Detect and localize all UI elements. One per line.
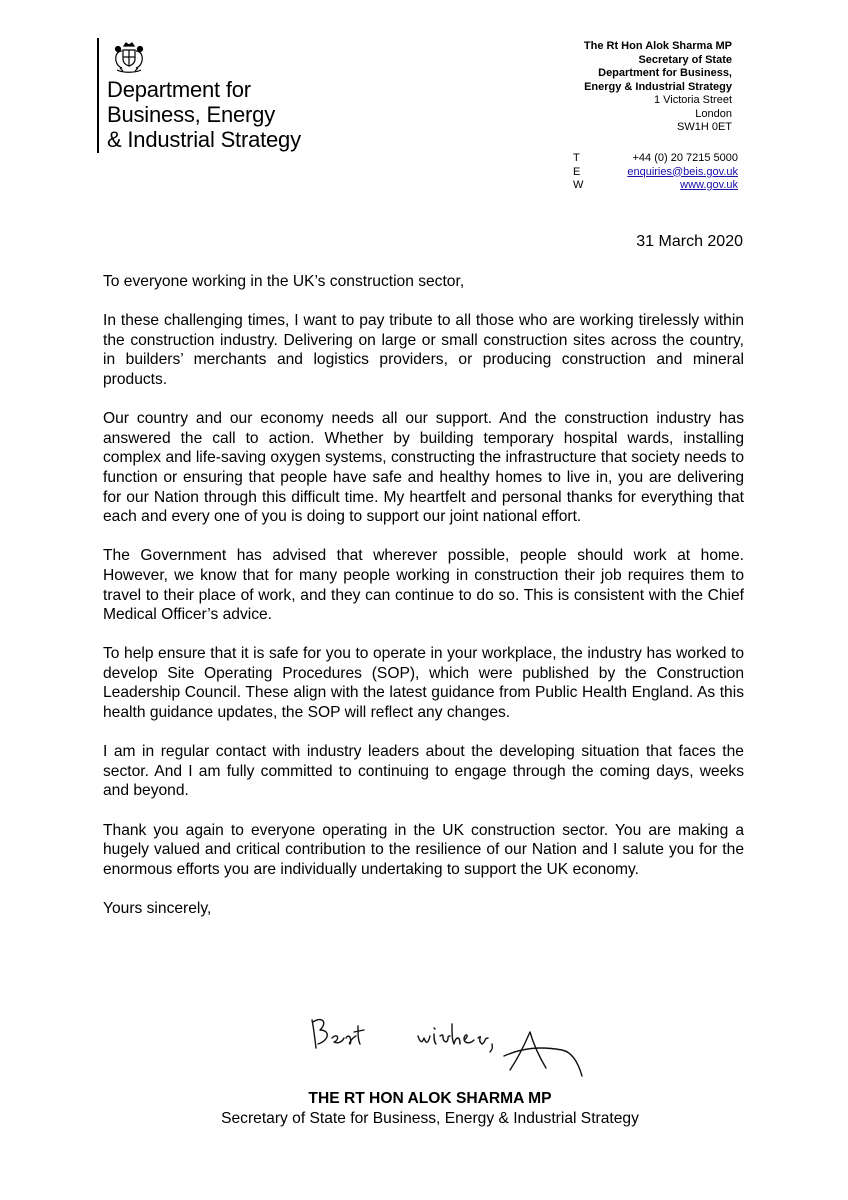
contact-row-web <box>573 179 738 193</box>
sender-street: 1 Victoria Street <box>653 94 732 106</box>
paragraph: The Government has advised that wherever possible, people should work at home. However, we know that for many people working in construction their job requires them to travel to their place of work, and they can continue to do so. This is consistent with the Chief Medical Officer’s advice. <box>103 547 744 624</box>
letter-date: 31 March 2020 <box>636 233 743 250</box>
contact-row-email <box>573 166 738 180</box>
signatory-name: THE RT HON ALOK SHARMA MP <box>308 1090 552 1107</box>
sender-postcode: SW1H 0ET <box>676 121 732 133</box>
sender-dept-line1: Department for Business, <box>598 67 732 79</box>
salutation: To everyone working in the UK’s construction sector, <box>103 273 465 290</box>
department-line: Business, Energy <box>107 102 275 127</box>
sender-name: The Rt Hon Alok Sharma MP <box>583 40 732 52</box>
email-link[interactable]: enquiries@beis.gov.uk <box>627 165 738 178</box>
department-logo <box>97 38 337 153</box>
logo-rule <box>97 38 99 153</box>
closing: Yours sincerely, <box>103 900 212 917</box>
paragraph: Our country and our economy needs all our support. And the construction industry has answered the call to action. Whether by building temporary hospital wards, installing complex and life-saving oxygen systems, constructing the infrastructure that society needs to function or ensuring that people have safe and healthy homes to live in, you are delivering for our Nation through this difficult time. My heartfelt and personal thanks for everything that each and every one of you is doing to support our joint national effort. <box>103 410 744 526</box>
department-line: & Industrial Strategy <box>107 127 301 152</box>
department-line: Department for <box>107 77 251 102</box>
web-link[interactable]: www.gov.uk <box>680 179 738 191</box>
signatory-title: Secretary of State for Business, Energy & Industrial Strategy <box>221 1110 639 1127</box>
contact-row-telephone <box>573 152 738 166</box>
paragraph: I am in regular contact with industry leaders about the developing situation that faces the sector. And I am fully committed to continuing to engage through the coming days, weeks and beyond. <box>103 743 744 800</box>
contact-details <box>573 152 738 193</box>
paragraph: To help ensure that it is safe for you to operate in your workplace, the industry has worked to develop Site Operating Procedures (SOP), which were published by the Construction Leadership Council. These align with the latest guidance from Public Health England. As this health guidance updates, the SOP will reflect any changes. <box>103 645 744 722</box>
email-label: E <box>573 165 581 178</box>
telephone-label: T <box>573 152 580 164</box>
sender-city: London <box>695 107 732 120</box>
royal-coat-of-arms-icon <box>111 40 147 76</box>
telephone-number: +44 (0) 20 7215 5000 <box>632 152 738 164</box>
paragraph: Thank you again to everyone operating in the UK construction sector. You are making a hugely valued and critical contribution to the resilience of our Nation and I salute you for the enormous efforts you are individually undertaking to support the UK economy. <box>103 821 744 878</box>
paragraph: In these challenging times, I want to pay tribute to all those who are working tirelessly within the construction industry. Delivering on large or small construction sites across the country, in builders’ merchants and logistics providers, or producing construction and mineral products. <box>103 312 744 388</box>
department-name <box>107 77 301 152</box>
sender-role: Secretary of State <box>638 53 732 66</box>
handwritten-signature <box>300 1010 600 1090</box>
letter-body <box>103 272 744 938</box>
sender-address <box>584 40 732 135</box>
sender-dept-line2: Energy & Industrial Strategy <box>584 80 732 93</box>
web-label: W <box>573 179 584 191</box>
